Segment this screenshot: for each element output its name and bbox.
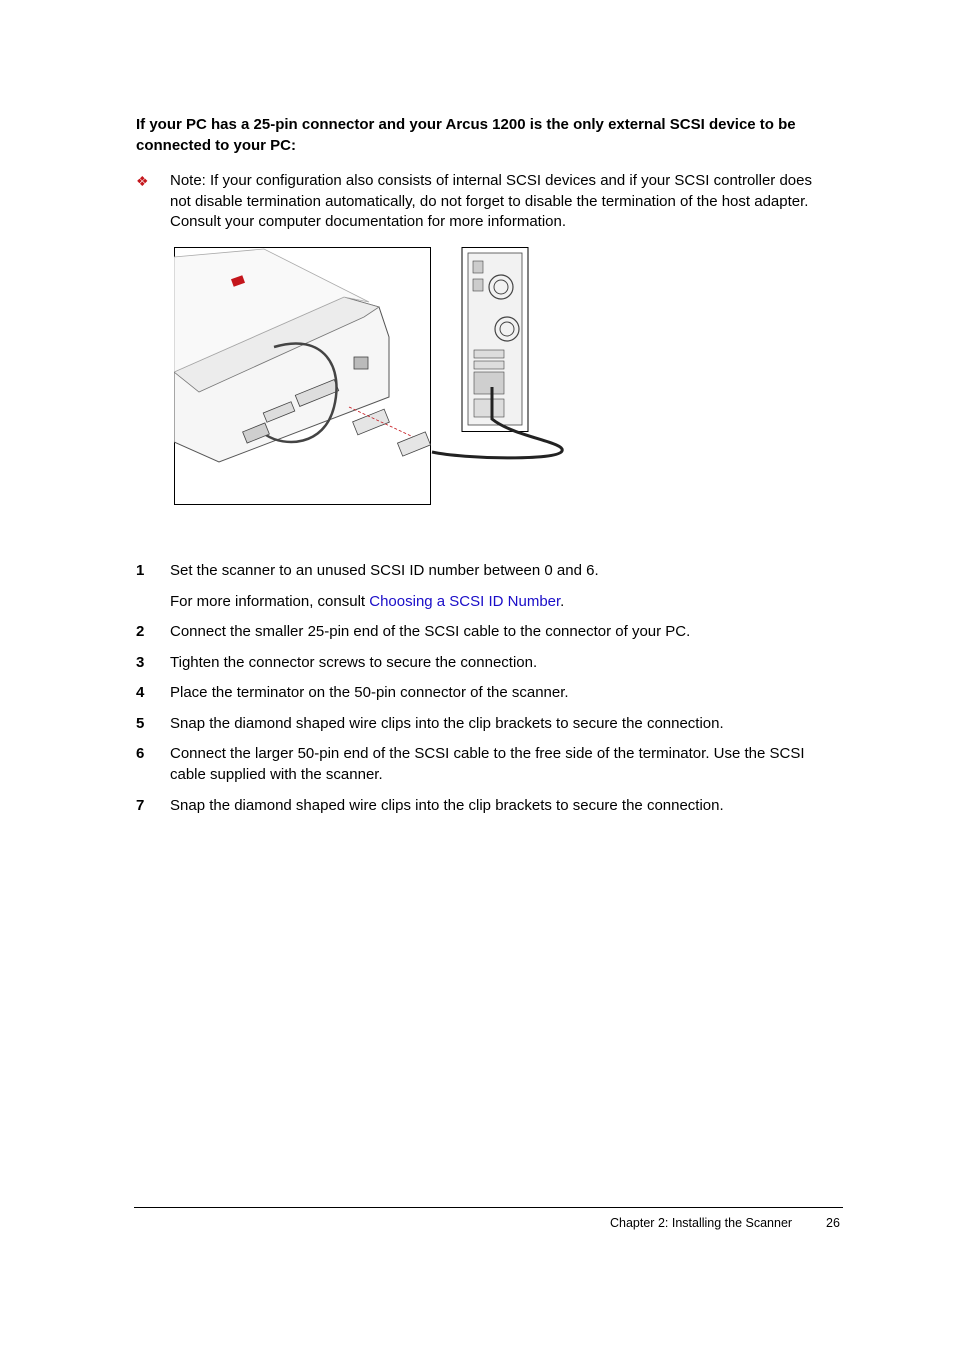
more-info-suffix: .	[560, 593, 565, 610]
step-text: Snap the diamond shaped wire clips into the clip brackets to secure the connection.	[170, 797, 724, 814]
pc-slot-2	[474, 361, 504, 369]
scanner-power-socket	[354, 357, 368, 369]
step-number: 2	[136, 623, 145, 640]
step-text: Connect the smaller 25-pin end of the SCSI cable to the connector of your PC.	[170, 623, 691, 640]
step-number: 3	[136, 654, 145, 671]
step-text: Snap the diamond shaped wire clips into the clip brackets to secure the connection.	[170, 715, 724, 732]
step-number: 1	[136, 562, 145, 579]
step-number: 6	[136, 745, 145, 762]
step-number: 4	[136, 684, 145, 701]
more-info-text	[170, 592, 836, 613]
pc-slot-3	[474, 399, 504, 417]
diamond-bullet-icon: ❖	[136, 173, 149, 189]
step-text: Place the terminator on the 50-pin connector of the scanner.	[170, 684, 569, 701]
pc-slot-1	[474, 350, 504, 358]
step-number: 7	[136, 797, 145, 814]
pc-scsi-port	[474, 372, 504, 394]
step-text: Set the scanner to an unused SCSI ID number between 0 and 6.	[170, 562, 599, 579]
scanner-connection-illustration	[174, 247, 566, 507]
footer-divider	[134, 1207, 843, 1208]
pc-power-out	[473, 279, 483, 291]
choosing-scsi-id-link[interactable]: Choosing a SCSI ID Number	[369, 593, 561, 610]
step-text: Tighten the connector screws to secure the connection.	[170, 654, 538, 671]
section-heading: If your PC has a 25-pin connector and your Arcus 1200 is the only external SCSI device to be connected to your PC:	[136, 116, 796, 154]
scanner-pc-diagram	[174, 247, 566, 507]
step-text: Connect the larger 50-pin end of the SCSI cable to the free side of the terminator. Use the SCSI cable supplied with the scanner.	[170, 745, 805, 783]
pc-power-in	[473, 261, 483, 273]
footer-chapter-title: Chapter 2: Installing the Scanner	[610, 1216, 793, 1230]
note-text: Note: If your configuration also consists of internal SCSI devices and if your SCSI controller does not disable termination automatically, do not forget to disable the termination of the host adapter. Consult your computer documentation for more information.	[170, 172, 812, 230]
step-number: 5	[136, 715, 145, 732]
footer-page-number: 26	[826, 1216, 840, 1230]
more-info-prefix: For more information, consult	[170, 593, 370, 610]
